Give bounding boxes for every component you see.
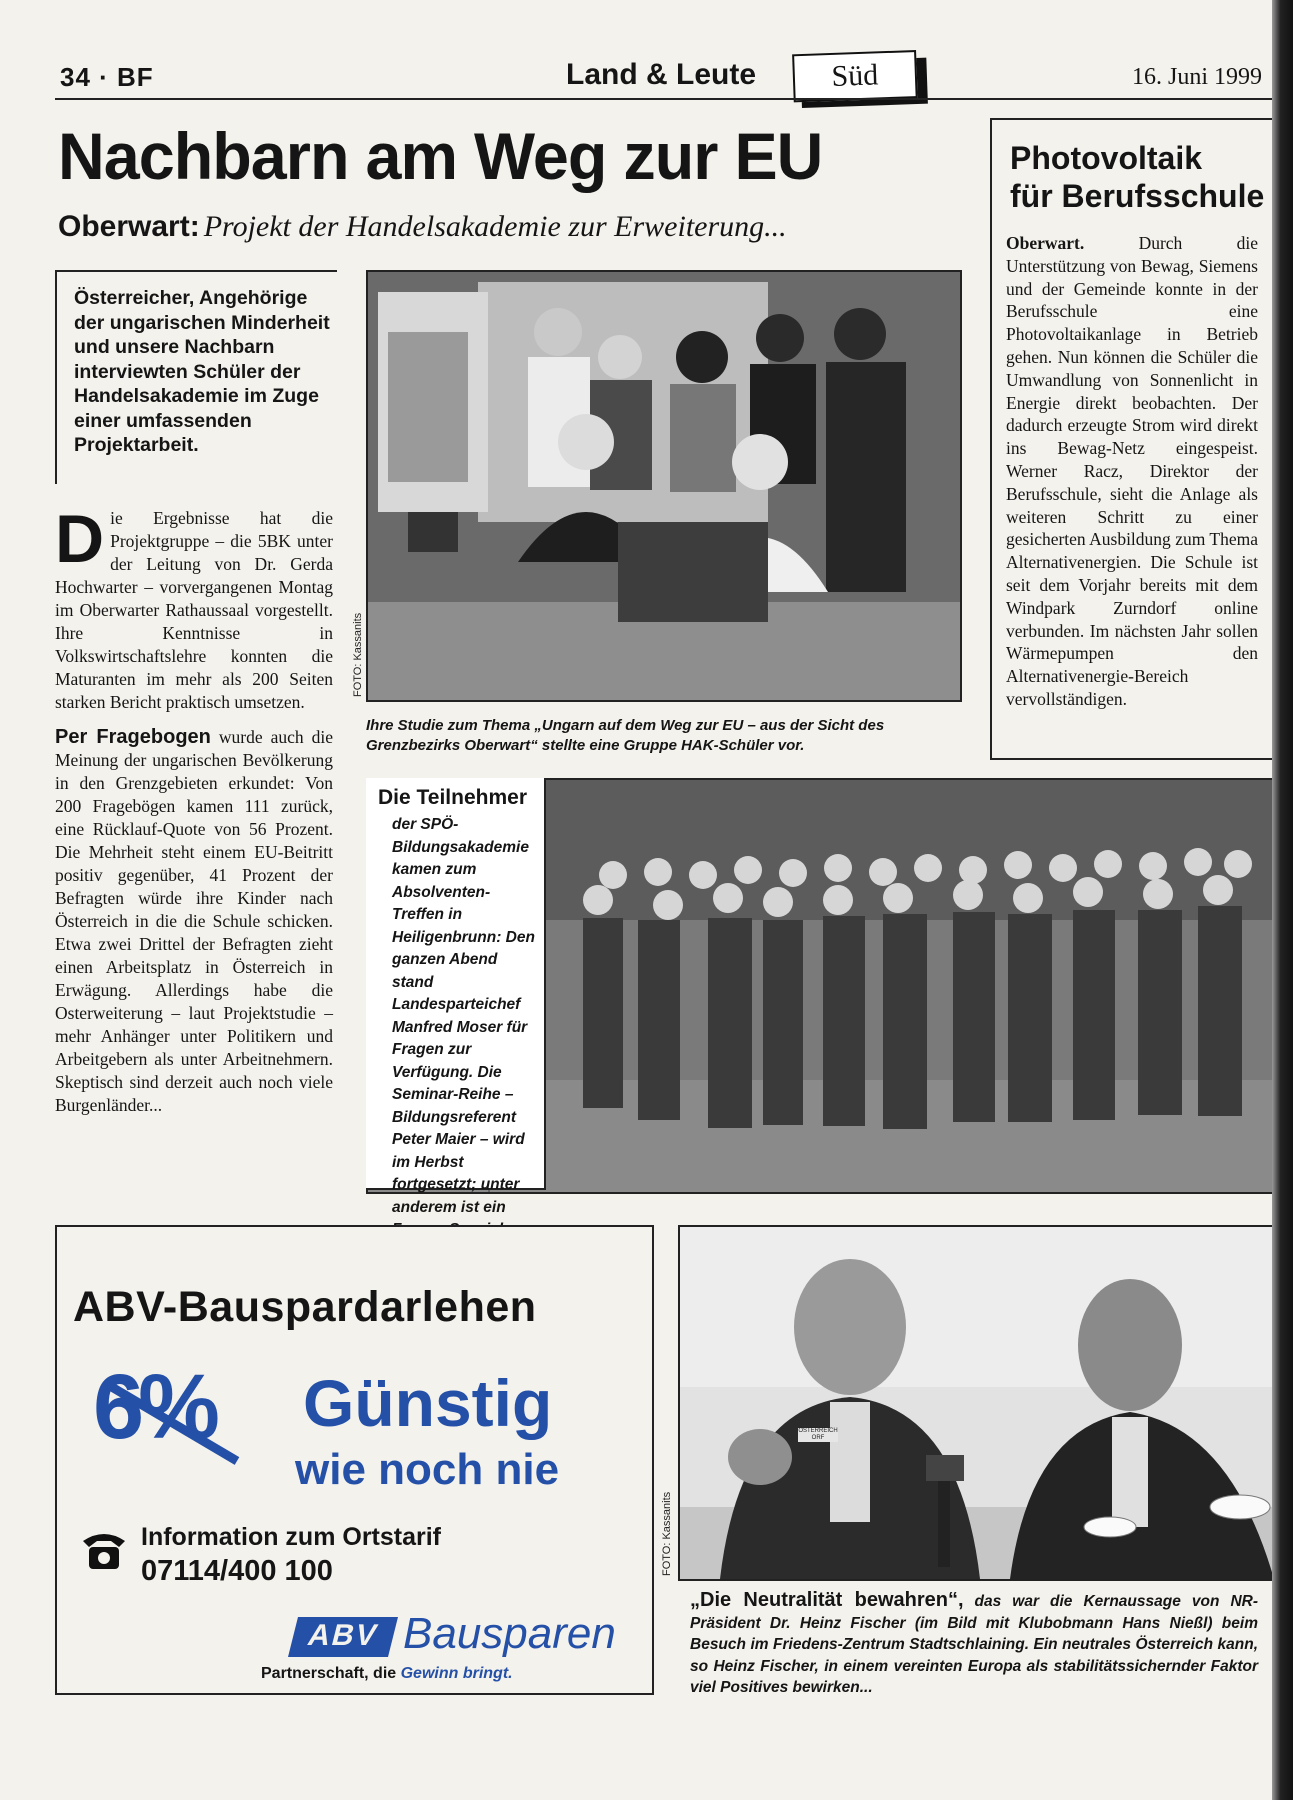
sidebar-title-line1: Photovoltaik xyxy=(1010,140,1203,176)
students-photo-caption: Ihre Studie zum Thema „Ungarn auf dem Weg zur EU – aus der Sicht des Grenzbezirks Oberwart“ stellte eine Gruppe HAK-Schüler vor. xyxy=(366,717,885,754)
group-caption-text: der SPÖ-Bildungsakademie kamen zum Absolventen-Treffen in Heiligenbrunn: Den ganzen Abend stand Landesparteichef Manfred Moser für Fragen zur Verfügung. Die Seminar-Reihe – Bildungsreferent Peter Maier – wird im Herbst fortgesetzt; unter anderem ist ein xyxy=(392,816,535,1216)
abv-logo xyxy=(288,1617,398,1657)
main-headline: Nachbarn am Weg zur EU xyxy=(58,119,823,193)
sidebar-text xyxy=(1006,232,1258,711)
ad-info: Information zum Ortstarif xyxy=(141,1523,442,1551)
ad-tagline xyxy=(261,1665,513,1683)
sidebar-body: Durch die Unterstützung von Bewag, Siemens und der Gemeinde konnte in der Berufsschule eine Photovoltaikanlage in Betrieb gehen. Nun können die Schüler die Umwandlung von Sonnenlicht in Energie direkt beobachten. Der dadurch erzeugte Strom wird direkt ins Bewag-Netz eingespeist. Werner Racz, Direktor der Berufsschule, sieht die Anlage als weiteren Schritt zu einer gesicherten Ausbildung zum Thema Alternativenergien. Die Schule ist seit dem Vorjahr bereits mit dem Windpark Zurndorf online verbunden. Im nächsten Jahr sollen Wärmepumpen den Alternativenergie-Bereich vervollständigen. xyxy=(1006,233,1258,709)
article-body xyxy=(55,501,333,1117)
ad-brand: Bausparen xyxy=(403,1609,616,1658)
article-para-2-lead: Per Fragebogen xyxy=(55,726,211,748)
fischer-photo xyxy=(678,1225,1274,1581)
abv-logo-text: ABV xyxy=(304,1619,383,1652)
ad-strike-mark xyxy=(97,1365,247,1475)
group-caption-box xyxy=(366,778,546,1216)
page-edge xyxy=(1272,0,1293,1800)
header-rule xyxy=(55,98,1272,100)
sidebar-place: Oberwart. xyxy=(1006,233,1085,253)
ad-headline: ABV-Bauspardarlehen xyxy=(73,1283,537,1331)
page-number: 34 · BF xyxy=(60,62,154,92)
drop-cap: D xyxy=(55,501,105,577)
lead-text: Österreicher, Angehörige der ungarischen Minderheit und unsere Nachbarn interviewten Schüler der Handelsakademie im Zuge einer umfassenden Projektarbeit. xyxy=(74,287,330,456)
article-para-2: wurde auch die Meinung der ungarischen Bevölkerung in den Grenzgebieten erkundet: Von 200 Fragebögen kamen 111 zurück, eine Rücklauf-Quote von 56 Prozent. Die Mehrheit steht einem EU-Beitritt positiv gegenüber, 41 Prozent der Befragten würde ihre Kinder nach Österreich in die die Schule schicken. Etwa zwei Drittel der Befragten zieht einen Arbeitsplatz in Österreich in Erwägung. Allerdings habe die Osterweiterung – laut Projektstudie – mehr Anhänger unter Politikern und Arbeitgebern als unter Arbeitnehmern. Skeptisch sind derzeit auch noch viele Burgenländer... xyxy=(55,727,333,1115)
fischer-caption-title: „Die Neutralität bewahren“, xyxy=(690,1589,964,1611)
sidebar-title-line2: für Berufsschule xyxy=(1010,178,1265,214)
lead-box xyxy=(55,270,337,484)
main-subhead xyxy=(58,210,787,244)
telephone-icon xyxy=(79,1527,129,1571)
ad-crossed-rate: 6% xyxy=(93,1356,214,1458)
fischer-photo-credit: FOTO: Kassanits xyxy=(661,1491,673,1576)
fischer-caption-text: das war die Kernaussage von NR-Präsident Dr. Heinz Fischer (im Bild mit Klubobmann Hans Nießl) beim Besuch im Friedens-Zentrum Stadtschlaining. Ein neutrales Österreich kann, so Heinz Fischer, in einem vereinten Europa als stabilitätssichernder Faktor viel Positives bewirken... xyxy=(690,1593,1258,1696)
article-para-1: ie Ergebnisse hat die Projektgruppe – die 5BK unter der Leitung von Dr. Gerda Hochwarter – vorvergangenen Montag im Oberwarter Rathaussaal vorgestellt. Ihre Kenntnisse in Volkswirtschaftslehre konnten die Maturanten im mehr als 200 Seiten starken Bericht praktisch umsetzen. xyxy=(55,508,333,712)
region-tag-label: Süd xyxy=(792,50,918,102)
students-photo xyxy=(366,270,962,702)
subhead-text: Projekt der Handelsakademie zur Erweiterung... xyxy=(203,210,787,243)
ad-phone: 07114/400 100 xyxy=(141,1555,333,1587)
group-caption-title: Die Teilnehmer xyxy=(378,786,527,809)
ad-slogan: wie noch nie xyxy=(295,1445,560,1494)
microphone-label: ÖSTERREICH ORF xyxy=(798,1428,838,1441)
ad-big-word: Günstig xyxy=(303,1366,553,1440)
sidebar-box xyxy=(990,118,1272,760)
abv-ad xyxy=(55,1225,654,1695)
fischer-caption xyxy=(690,1590,1258,1699)
issue-date: 16. Juni 1999 xyxy=(1132,64,1263,90)
ad-tagline-end: Gewinn bringt. xyxy=(400,1665,513,1682)
ad-tagline-start: Partnerschaft, die xyxy=(261,1665,401,1682)
section-title: Land & Leute xyxy=(566,58,757,91)
subhead-place: Oberwart: xyxy=(58,210,200,243)
students-photo-credit: FOTO: Kassanits xyxy=(352,612,364,697)
